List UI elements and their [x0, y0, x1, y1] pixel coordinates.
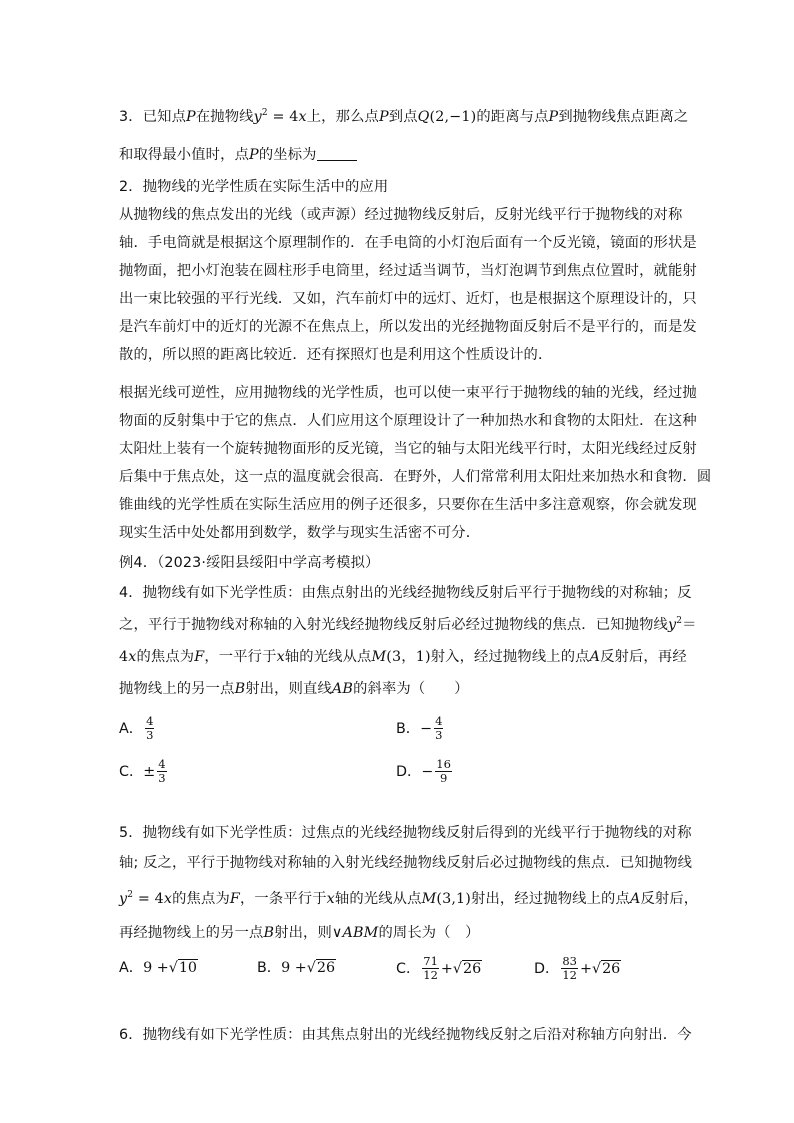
- point-f: F: [194, 649, 205, 665]
- sign: ±: [143, 763, 156, 780]
- q4-line-3: [119, 647, 687, 667]
- q5-text: 再经抛物线上的另一点: [119, 925, 264, 941]
- numerator: 71: [423, 954, 438, 968]
- q5-text: 的周长为（ ）: [378, 925, 480, 941]
- square-root: √26: [306, 960, 336, 976]
- equals-sign: ＝: [682, 617, 697, 633]
- answer-blank: [317, 146, 357, 161]
- denominator: 9: [439, 771, 448, 785]
- fraction: [422, 955, 439, 982]
- equation-part: = 4: [133, 891, 164, 907]
- section-paragraph-2-line: 后集中于焦点处，这一点的温度就会很高．在野外，人们常常利用太阳灶来加热水和食物．圆: [119, 469, 712, 485]
- var-y: y: [253, 109, 262, 125]
- q6-line-1: 6．抛物线有如下光学性质：由其焦点射出的光线经抛物线反射之后沿对称轴方向射出．今: [119, 1027, 692, 1043]
- var-x: x: [298, 109, 307, 125]
- radicand: 26: [602, 960, 621, 977]
- q4-line-1: 4．抛物线有如下光学性质：由焦点射出的光线经抛物线反射后平行于抛物线的对称轴；反: [119, 585, 692, 601]
- var-y: y: [667, 617, 677, 633]
- point-f: F: [229, 891, 240, 907]
- coefficient: 4: [119, 649, 129, 665]
- denominator: 3: [158, 771, 166, 785]
- section-paragraph-1-line: 出一束比较强的平行光线．又如，汽车前灯中的远灯、近灯，也是根据这个原理设计的，只: [119, 291, 697, 307]
- option-label: D．: [396, 763, 422, 780]
- section-paragraph-1-line: 散的，所以照的距离比较近．还有探照灯也是利用这个性质设计的．: [119, 347, 553, 363]
- section-paragraph-2-line: 太阳灶上装有一个旋转抛物面形的反光镜，当它的轴与太阳光线平行时，太阳光线经过反射: [119, 441, 697, 457]
- option-lead: 9 +: [281, 960, 307, 976]
- section-paragraph-1-line: 轴．手电筒就是根据这个原理制作的．在手电筒的小灯泡后面有一个反光镜，镜面的形状是: [119, 235, 697, 251]
- radicand: 26: [316, 960, 336, 976]
- point-p: P: [378, 109, 389, 125]
- point-q: Q: [417, 109, 430, 125]
- exponent: 2: [261, 108, 268, 118]
- section-paragraph-1-line: 从抛物线的焦点发出的光线（或声源）经过抛物线反射后，反射光线平行于抛物线的对称: [119, 207, 683, 223]
- numerator: 4: [435, 714, 443, 728]
- q4-text: 轴的光线从点: [284, 649, 372, 665]
- denominator: 12: [423, 968, 438, 982]
- square-root: √26: [452, 960, 482, 977]
- point-m-coord: (3,1): [436, 891, 472, 907]
- numerator: 4: [158, 757, 166, 771]
- option-label: A．: [119, 720, 144, 737]
- q4-option-a[interactable]: [119, 715, 156, 742]
- q3-text: 在抛物线: [195, 109, 254, 125]
- q5-line-4: [119, 923, 480, 943]
- q3-line-2: [119, 145, 357, 165]
- section-paragraph-2-line: 根据光线可逆性，应用抛物线的光学性质，也可以使一束平行于抛物线的轴的光线，经过抛: [119, 385, 697, 401]
- plus-sign: +: [440, 960, 453, 977]
- q4-text: 之，平行于抛物线对称轴的入射光线经抛物线反射后必经过抛物线的焦点．已知抛物线: [119, 617, 668, 633]
- var-x: x: [326, 891, 335, 907]
- numerator: 83: [562, 954, 577, 968]
- q5-option-d[interactable]: [534, 955, 621, 982]
- q5-text: 的焦点为: [172, 891, 230, 907]
- var-x: x: [163, 891, 173, 907]
- line-ab: AB: [331, 681, 354, 697]
- q3-text: 上，那么点: [306, 109, 379, 125]
- triangle-abm: ABM: [342, 925, 379, 941]
- exponent: 2: [127, 890, 134, 900]
- point-p: P: [186, 109, 196, 125]
- numerator: 16: [436, 757, 451, 771]
- q4-option-b[interactable]: [396, 715, 445, 742]
- q5-text: ，一条平行于: [239, 891, 327, 907]
- section-paragraph-2-line: 锥曲线的光学性质在实际生活应用的例子还很多，只要你在生活中多注意观察，你会就发现: [119, 497, 697, 513]
- equation-part: = 4: [267, 109, 299, 125]
- q4-text: 反射后，再经: [600, 649, 687, 665]
- q4-line-4: [119, 679, 469, 699]
- q5-line-1: 5．抛物线有如下光学性质：过焦点的光线经抛物线反射后得到的光线平行于抛物线的对称: [119, 825, 692, 841]
- section-heading: 2．抛物线的光学性质在实际生活中的应用: [119, 179, 389, 195]
- point-p: P: [249, 147, 259, 163]
- fraction: [561, 955, 578, 982]
- q5-option-c[interactable]: [396, 955, 482, 982]
- q4-line-2: [119, 615, 697, 635]
- q5-text: 轴的光线从点: [334, 891, 422, 907]
- option-lead: 9 +: [143, 960, 169, 976]
- q3-text: 到点: [388, 109, 418, 125]
- var-x: x: [276, 649, 285, 665]
- q3-text: 到抛物线焦点距离之: [558, 109, 689, 125]
- point-m: M: [371, 649, 387, 665]
- sign: −: [420, 720, 433, 737]
- q4-text: 的斜率为（ ）: [353, 681, 469, 697]
- q3-text: 和取得最小值时，点: [119, 147, 250, 163]
- q5-text: 射出，则: [274, 925, 332, 941]
- denominator: 3: [146, 728, 154, 742]
- option-label: B．: [396, 720, 421, 737]
- point-b: B: [234, 681, 246, 697]
- point-p: P: [548, 109, 559, 125]
- point-a: A: [589, 649, 601, 665]
- section-paragraph-1-line: 是汽车前灯中的近灯的光源不在焦点上，所以发出的光经抛物面反射后不是平行的，而是发: [119, 319, 697, 335]
- option-label: A．: [119, 960, 144, 976]
- q4-text: ，一平行于: [204, 649, 277, 665]
- q3-text: 的坐标为: [258, 147, 317, 163]
- exponent: 2: [676, 616, 683, 626]
- q5-option-b[interactable]: [257, 958, 336, 978]
- numerator: 4: [146, 714, 154, 728]
- var-x: x: [128, 649, 137, 665]
- q4-option-d[interactable]: [396, 758, 454, 785]
- section-paragraph-1-line: 抛物面，把小灯泡装在圆柱形手电筒里，经过适当调节，当灯泡调节到焦点位置时，就能射: [119, 263, 697, 279]
- fraction: [434, 715, 443, 742]
- section-paragraph-2-line: 现实生活中处处都用到数学，数学与现实生活密不可分．: [119, 525, 481, 541]
- q5-text: 反射后，: [640, 891, 699, 907]
- option-label: B．: [257, 960, 282, 976]
- point-q-coord: (2,−1): [429, 109, 477, 125]
- q3-line-1: [119, 107, 688, 127]
- triangle-symbol: ∨: [331, 925, 343, 941]
- q3-text: 的距离与点: [476, 109, 549, 125]
- radicand: 10: [178, 960, 198, 976]
- option-label: D．: [534, 960, 560, 977]
- q4-option-c[interactable]: [119, 758, 169, 785]
- option-label: C．: [119, 763, 144, 780]
- plus-sign: +: [579, 960, 592, 977]
- denominator: 3: [435, 728, 443, 742]
- q3-text: 3．已知点: [119, 109, 187, 125]
- point-b: B: [263, 925, 275, 941]
- denominator: 12: [562, 968, 577, 982]
- fraction: [157, 758, 166, 785]
- var-y: y: [119, 891, 128, 907]
- square-root: √26: [591, 960, 621, 977]
- section-paragraph-2-line: 物面的反射集中于它的焦点．人们应用这个原理设计了一种加热水和食物的太阳灶．在这种: [119, 413, 697, 429]
- point-a: A: [629, 891, 641, 907]
- sign: −: [421, 763, 434, 780]
- square-root: √10: [168, 960, 198, 976]
- point-m-coord: (3，1): [386, 649, 431, 665]
- option-label: C．: [396, 960, 421, 977]
- fraction: [145, 715, 154, 742]
- example-label: 例4．（2023·绥阳县绥阳中学高考模拟）: [119, 555, 380, 571]
- point-m: M: [421, 891, 437, 907]
- q5-line-3: [119, 889, 698, 909]
- q4-text: 射入，经过抛物线上的点: [430, 649, 590, 665]
- q4-text: 的焦点为: [136, 649, 195, 665]
- q5-line-2: 轴; 反之，平行于抛物线对称轴的入射光线经抛物线反射后必过抛物线的焦点．已知抛物线: [119, 855, 693, 871]
- q5-text: 射出，经过抛物线上的点: [471, 891, 630, 907]
- q5-option-a[interactable]: [119, 958, 198, 978]
- q4-text: 抛物线上的另一点: [119, 681, 235, 697]
- fraction: [435, 758, 452, 785]
- radicand: 26: [463, 960, 482, 977]
- q4-text: 射出，则直线: [245, 681, 332, 697]
